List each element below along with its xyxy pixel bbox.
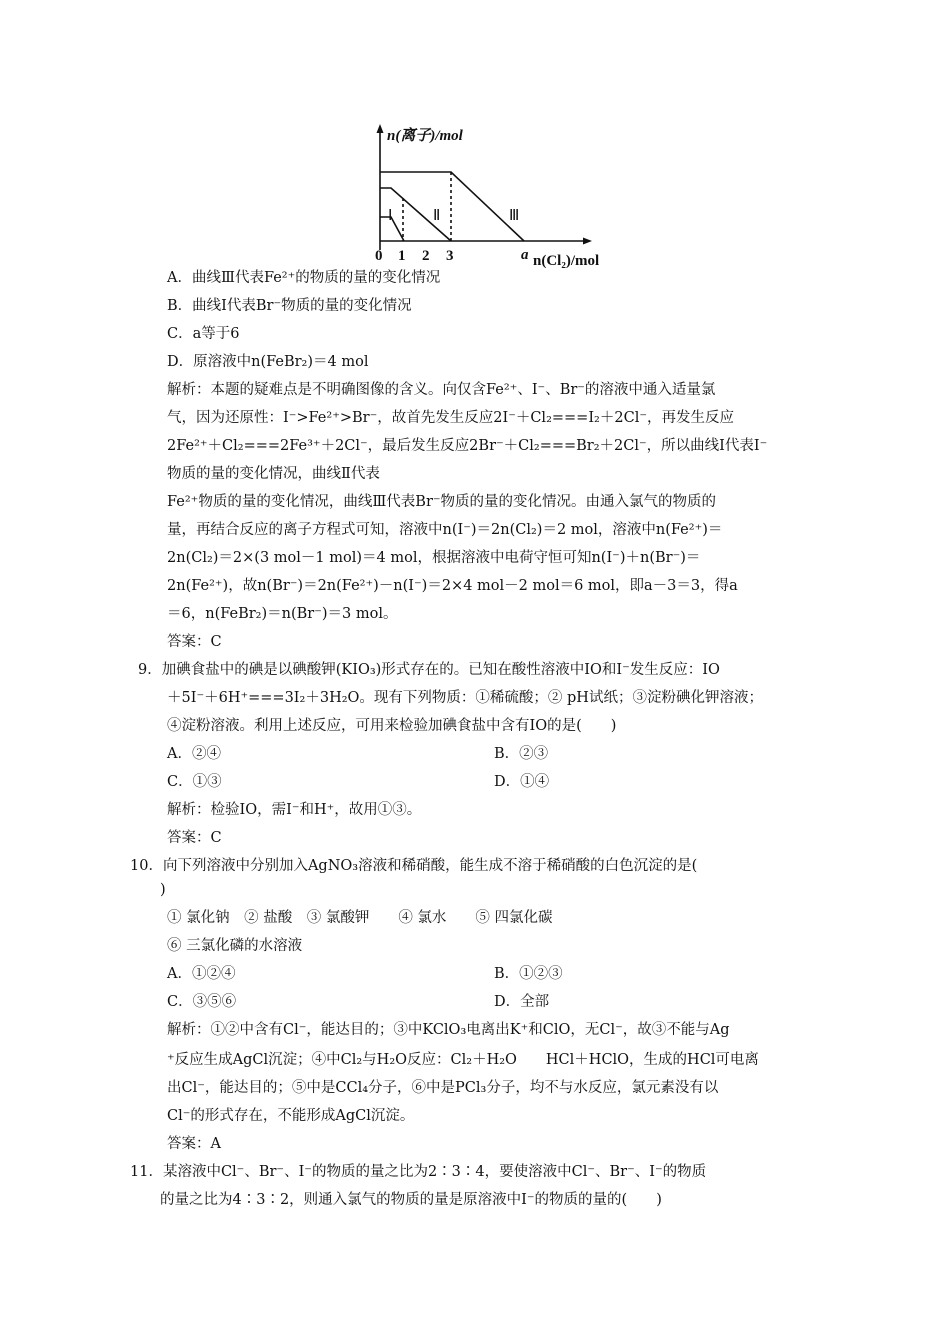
q10-option-a: A．①②④ [167, 966, 236, 982]
analysis-line: ⁺反应生成AgCl沉淀；④中Cl₂与H₂O反应：Cl₂＋H₂O HCl＋HClO，生成的HCl可电离 [167, 1052, 759, 1068]
q9-option-b: B．②③ [494, 746, 549, 762]
q10-option-c: C．③⑤⑥ [167, 994, 237, 1010]
x-tick-a: a [521, 247, 529, 263]
y-axis-arrow [377, 124, 384, 133]
question-11-stem: 11．某溶液中Cl⁻、Br⁻、I⁻的物质的量之比为2∶3∶4，要使溶液中Cl⁻、Br⁻、I⁻的物质 [130, 1164, 707, 1180]
x-tick-2: 2 [422, 248, 430, 264]
analysis-line: 解析：①②中含有Cl⁻，能达目的；③中KClO₃电离出K⁺和ClO，无Cl⁻，故③不能与Ag [167, 1022, 730, 1038]
answer-line: 答案：A [167, 1136, 221, 1152]
x-tick-3: 3 [446, 248, 454, 264]
analysis-line: 解析：本题的疑难点是不明确图像的含义。向仅含Fe²⁺、I⁻、Br⁻的溶液中通入适量氯 [167, 382, 716, 398]
analysis-line: ＝6，n(FeBr₂)＝n(Br⁻)＝3 mol。 [167, 606, 398, 622]
answer-line: 答案：C [167, 830, 222, 846]
option-c: C．a等于6 [167, 326, 240, 342]
q10-option-b: B．①②③ [494, 966, 563, 982]
curve-label-i: Ⅰ [388, 208, 393, 224]
analysis-line: Cl⁻的形式存在，不能形成AgCl沉淀。 [167, 1108, 415, 1124]
question-11-stem: 的量之比为4∶3∶2，则通入氯气的物质的量是原溶液中I⁻的物质的量的( ) [160, 1192, 662, 1208]
question-10-stem: 10．向下列溶液中分别加入AgNO₃溶液和稀硝酸，能生成不溶于稀硝酸的白色沉淀的是( [130, 858, 698, 874]
x-axis-label: n(Cl₂)/mol [533, 253, 600, 269]
analysis-line: 2n(Fe²⁺)，故n(Br⁻)＝2n(Fe²⁺)－n(I⁻)＝2×4 mol－2 mol＝6 mol，即a－3＝3，得a [167, 578, 738, 594]
q9-option-a: A．②④ [167, 746, 221, 762]
analysis-line: 出Cl⁻，能达目的；⑤中是CCl₄分子，⑥中是PCl₃分子，均不与水反应，氯元素没有以 [167, 1080, 719, 1096]
analysis-line: 物质的量的变化情况，曲线Ⅱ代表 [167, 466, 380, 482]
analysis-line: 2n(Cl₂)＝2×(3 mol－1 mol)＝4 mol，根据溶液中电荷守恒可知n(I⁻)＋n(Br⁻)＝ [167, 550, 701, 566]
q10-option-d: D．全部 [494, 994, 550, 1010]
q10-items: ⑥ 三氯化磷的水溶液 [167, 938, 303, 954]
question-9-stem: 9．加碘食盐中的碘是以碘酸钾(KIO₃)形式存在的。已知在酸性溶液中IO和I⁻发生反应：IO [138, 662, 720, 678]
option-b: B．曲线Ⅰ代表Br⁻物质的量的变化情况 [167, 298, 412, 314]
curve-iii [380, 172, 524, 241]
option-d: D．原溶液中n(FeBr₂)＝4 mol [167, 354, 369, 370]
analysis-line: Fe²⁺物质的量的变化情况，曲线Ⅲ代表Br⁻物质的量的变化情况。由通入氯气的物质的 [167, 494, 717, 510]
question-9-stem: ④淀粉溶液。利用上述反应，可用来检验加碘食盐中含有IO的是( ) [167, 718, 617, 734]
x-axis-arrow [583, 238, 592, 245]
x-tick-1: 1 [398, 248, 406, 264]
analysis-line: 气，因为还原性：I⁻>Fe²⁺>Br⁻，故首先发生反应2I⁻＋Cl₂===I₂＋2Cl⁻，再发生反应 [167, 410, 734, 426]
analysis-line: 解析：检验IO，需I⁻和H⁺，故用①③。 [167, 802, 422, 818]
question-9-stem: ＋5I⁻＋6H⁺===3I₂＋3H₂O。现有下列物质：①稀硫酸；② pH试纸；③淀粉碘化钾溶液； [167, 690, 763, 706]
question-10-stem: ) [160, 882, 166, 898]
analysis-line: 2Fe²⁺＋Cl₂===2Fe³⁺＋2Cl⁻，最后发生反应2Br⁻＋Cl₂===Br₂＋2Cl⁻，所以曲线Ⅰ代表I⁻ [167, 438, 768, 454]
ion-amount-graph [355, 122, 625, 272]
curve-label-ii: Ⅱ [433, 208, 441, 224]
answer-line: 答案：C [167, 634, 222, 650]
option-a: A．曲线Ⅲ代表Fe²⁺的物质的量的变化情况 [167, 270, 441, 286]
q9-option-d: D．①④ [494, 774, 550, 790]
x-tick-0: 0 [375, 248, 383, 264]
analysis-line: 量，再结合反应的离子方程式可知，溶液中n(I⁻)＝2n(Cl₂)＝2 mol，溶液中n(Fe²⁺)＝ [167, 522, 723, 538]
curve-label-iii: Ⅲ [509, 208, 520, 224]
y-axis-label: n(离子)/mol [387, 128, 463, 144]
q9-option-c: C．①③ [167, 774, 222, 790]
q10-items: ① 氯化钠 ② 盐酸 ③ 氯酸钾 ④ 氯水 ⑤ 四氯化碳 [167, 910, 553, 926]
